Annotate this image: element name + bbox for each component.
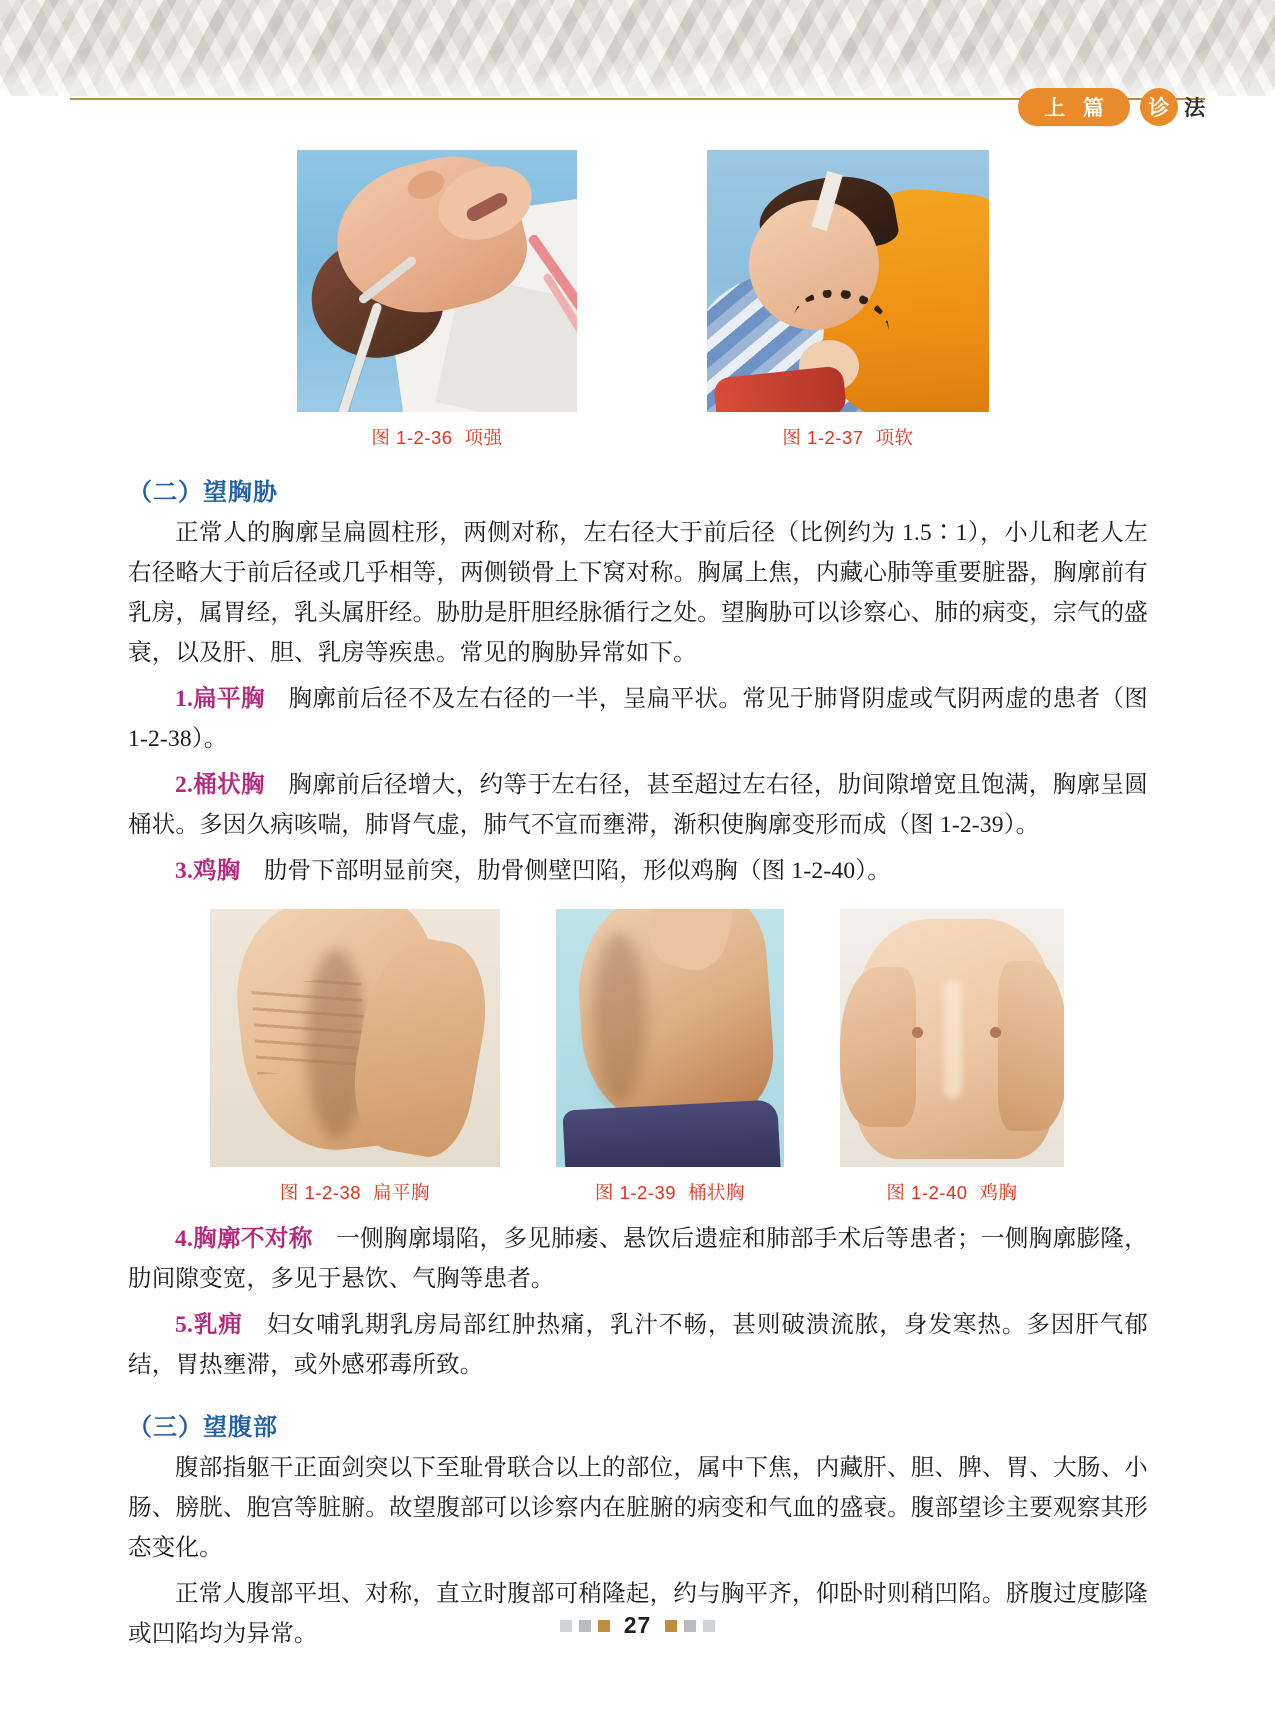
abdomen-paragraph-1: 腹部指躯干正面剑突以下至耻骨联合以上的部位，属中下焦，内藏肝、胆、脾、胃、大肠、小肠、膀胱、胞宫等脏腑。故望腹部可以诊察内在脏腑的病变和气血的盛衰。腹部望诊主要观察其形态变化。: [128, 1455, 1148, 1561]
figure-1-2-36: [297, 150, 577, 450]
item-number: 5.: [175, 1312, 194, 1338]
item-number: 4.: [175, 1226, 194, 1252]
figure-title: 鸡胸: [979, 1182, 1018, 1203]
figure-title: 项软: [875, 427, 914, 448]
figure-title: 项强: [464, 427, 503, 448]
footer-dots-left: [560, 1620, 610, 1632]
photo-neck-rigidity: [297, 150, 577, 412]
figure-number: 图 1-2-39: [594, 1182, 677, 1203]
page-footer: [0, 1612, 1275, 1639]
figure-number: 图 1-2-37: [782, 427, 864, 448]
item-text: 肋骨下部明显前突，肋骨侧壁凹陷，形似鸡胸（图 1-2-40）。: [263, 858, 891, 884]
item-term: 扁平胸: [193, 686, 265, 712]
figure-row-top: [128, 150, 1148, 450]
figure-1-2-39: [556, 1179, 784, 1205]
figure-number: 图 1-2-40: [886, 1182, 968, 1203]
photo-neck-softness: [707, 150, 989, 412]
chest-item-5: [128, 1305, 1148, 1385]
item-number: 3.: [175, 858, 194, 884]
footer-dot: [684, 1620, 696, 1632]
running-head: [1018, 88, 1205, 126]
figure-caption: [886, 1182, 1017, 1203]
chest-item-3: [128, 851, 1148, 891]
figure-caption: [782, 424, 913, 450]
chest-item-4: [128, 1219, 1148, 1299]
figure-caption: [595, 1182, 745, 1203]
section-heading-abdomen: （三）望腹部: [128, 1415, 278, 1441]
item-text: 妇女哺乳期乳房局部红肿热痛，乳汁不畅，甚则破溃流脓，身发寒热。多因肝气郁结，胃热壅滞，或外感邪毒所致。: [128, 1312, 1148, 1378]
item-number: 1.: [175, 686, 194, 712]
figure-caption: [371, 424, 502, 450]
figure-title: 桶状胸: [688, 1182, 746, 1203]
footer-dot: [703, 1620, 715, 1632]
running-head-part-label: 上 篇: [1018, 88, 1130, 126]
footer-dot: [579, 1620, 591, 1632]
photo-pigeon-chest: [840, 909, 1064, 1167]
photo-barrel-chest: [556, 909, 784, 1167]
item-term: 胸廓不对称: [193, 1226, 313, 1252]
page-content: [128, 150, 1148, 1654]
figure-number: 图 1-2-38: [279, 1182, 362, 1203]
item-text: 胸廓前后径增大，约等于左右径，甚至超过左右径，肋间隙增宽且饱满，胸廓呈圆桶状。多因久病咳喘，肺肾气虚，肺气不宣而壅滞，渐积使胸廓变形而成（图 1-2-39）。: [128, 772, 1148, 838]
item-term: 乳痈: [193, 1312, 243, 1338]
chest-item-2: [128, 765, 1148, 845]
chest-item-1: [128, 679, 1148, 759]
footer-dot: [560, 1620, 572, 1632]
photo-flat-chest: [210, 909, 500, 1167]
footer-dot: [598, 1620, 610, 1632]
running-head-plain-label: 法: [1184, 97, 1205, 120]
item-term: 鸡胸: [193, 858, 241, 884]
item-term: 桶状胸: [193, 772, 265, 798]
page-number: 27: [623, 1612, 652, 1638]
item-text: 一侧胸廓塌陷，多见肺痿、悬饮后遗症和肺部手术后等患者；一侧胸廓膨隆，肋间隙变宽，多见于悬饮、气胸等患者。: [128, 1226, 1148, 1292]
item-text: 胸廓前后径不及左右径的一半，呈扁平状。常见于肺肾阴虚或气阴两虚的患者（图 1-2-38）。: [128, 686, 1148, 752]
chest-intro-paragraph: 正常人的胸廓呈扁圆柱形，两侧对称，左右径大于前后径（比例约为 1.5∶1），小儿和老人左右径略大于前后径或几乎相等，两侧锁骨上下窝对称。胸属上焦，内藏心肺等重要脏器，胸廓前有乳房，属胃经，乳头属肝经。胁肋是肝胆经脉循行之处。望胸胁可以诊察心、肺的病变，宗气的盛衰，以及肝、胆、乳房等疾患。常见的胸胁异常如下。: [128, 520, 1148, 666]
figure-number: 图 1-2-36: [371, 427, 453, 448]
figure-row-middle: [128, 909, 1148, 1167]
footer-dots-right: [665, 1620, 715, 1632]
running-head-chapter: [1140, 88, 1205, 126]
running-head-circle-label: 诊: [1140, 88, 1178, 126]
figure-caption: [280, 1182, 430, 1203]
figure-1-2-40: [840, 1179, 1064, 1205]
item-number: 2.: [175, 772, 194, 798]
figure-1-2-37: [707, 150, 989, 450]
footer-dot: [665, 1620, 677, 1632]
section-heading-chest: （二）望胸胁: [128, 480, 278, 506]
decorative-header-band: [0, 0, 1275, 96]
abdomen-paragraph-2: 正常人腹部平坦、对称，直立时腹部可稍隆起，约与胸平齐，仰卧时则稍凹陷。脐腹过度膨隆或凹陷均为异常。: [128, 1581, 1148, 1647]
figure-captions-middle: [128, 1179, 1148, 1205]
figure-1-2-38: [210, 1179, 500, 1205]
figure-title: 扁平胸: [373, 1182, 431, 1203]
